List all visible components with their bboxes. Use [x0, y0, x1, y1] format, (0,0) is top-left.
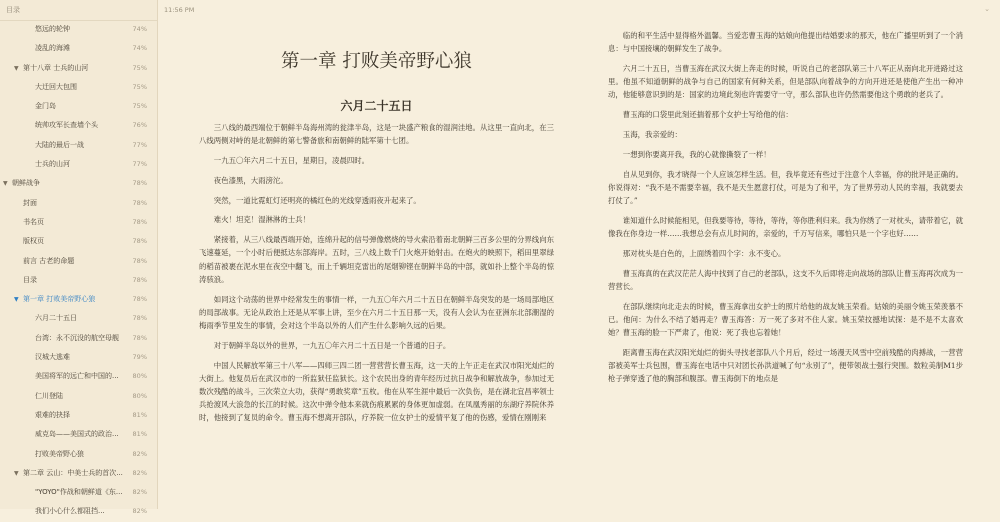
toc-item-label: 目录	[23, 275, 37, 284]
sidebar-header: 目录	[0, 0, 157, 21]
paragraph: 中国人民解放军第三十八军——四师三四二团一营营营长曹玉海，这一天的上午正走在武汉市阳光灿烂的大街上。他复员后在武汉市的一所监狱任监狱长。这个农民出身的青年经历过抗日战争和解放战争，参加过无数次残酷的战斗，三次荣立大功，获得“勇敢奖章”五枚。他在从军生涯中最后一次负伤，是在湖北宜昌率领士兵抢渡风大浪急的长江的时候。这次中弹令他本来就伤痕累累的身体更加虚弱。在凤凰秀丽的东湖疗养院休养时，他接到了复员的命令。曹玉海不想离开部队，疗养院一位女护士的爱情平复了他的伤感，爱情在刚刚来	[199, 360, 554, 423]
paragraph: 那对枕头是白色的，上面绣着四个字：永不变心。	[622, 248, 786, 258]
toc-item-percent: 80%	[132, 372, 147, 381]
toc-item-label: 汉城大逃难	[35, 353, 70, 362]
paragraph: 临的和平生活中显得格外温馨。当爱恋曹玉海的姑娘向他提出结婚要求的那天，他在广播里听到了一个消息：与中国接壤的朝鲜发生了战争。	[608, 31, 963, 54]
paragraph: 谁知道什么时候能相见，但我要等待，等待，等待，等你胜利归来。我为你绣了一对枕头，请带着它，就像我在你身边一样……我想总会有点儿时间的，亲爱的，千万写信来，哪怕只是一个字也好……	[608, 215, 963, 238]
toc-item[interactable]	[0, 290, 157, 309]
toc-sidebar	[0, 0, 158, 516]
toc-item-percent: 74%	[132, 44, 147, 53]
page-left	[199, 20, 554, 509]
toc-item[interactable]	[0, 252, 157, 271]
toc-item-percent: 78%	[132, 198, 147, 207]
toc-item-percent: 78%	[132, 314, 147, 323]
page-right	[608, 20, 963, 509]
toc-item-percent: 77%	[132, 160, 147, 169]
clock: 11:56 PM	[164, 6, 195, 14]
toc-item-label: 威克岛——美国式的政治...	[35, 430, 119, 439]
toc-item[interactable]	[0, 116, 157, 135]
toc-item-percent: 82%	[132, 488, 147, 497]
toc-item[interactable]	[0, 232, 157, 251]
toc-item-label: 台湾：永不沉没的航空母舰	[35, 333, 119, 342]
toc-item-label: 大迁回大包围	[35, 82, 77, 91]
toc-item[interactable]	[0, 78, 157, 97]
toc-item-label: 第一章 打败美帝野心狼	[23, 295, 96, 304]
expand-caret-icon[interactable]: ▼	[14, 296, 19, 304]
toc-item-label: 前言 古老的命题	[23, 256, 75, 265]
toc-item[interactable]	[0, 387, 157, 406]
toc-item[interactable]	[0, 502, 157, 521]
chapter-title: 第一章 打败美帝野心狼	[281, 51, 472, 72]
toc-item[interactable]	[0, 20, 157, 39]
toc-item-percent: 75%	[132, 102, 147, 111]
toc-item-percent: 81%	[132, 430, 147, 439]
toc-item[interactable]	[0, 367, 157, 386]
paragraph: 三八线的最西端位于朝鲜半岛海州湾的瓮津半岛，这是一块盛产粮食的湿润洼地。从这里一直向北，在三八线两侧对峙的是北朝鲜的第七警备旅和南朝鲜的陆军第十七团。	[199, 123, 554, 146]
paragraph: 曹玉海的口袋里此刻还揣着那个女护士写给他的信：	[622, 110, 793, 120]
paragraph: 一九五〇年六月二十五日，星期日，凌晨四时。	[213, 156, 370, 165]
paragraph: 一想到你要离开我，我的心就像撕裂了一样！	[622, 149, 771, 159]
paragraph: 曹玉海真的在武汉茫茫人海中找到了自己的老部队，这支不久后即将走向战场的部队让曹玉海再次成为一营营长。	[608, 268, 963, 291]
toc-item-percent: 76%	[132, 121, 147, 130]
toc-item-label: 统帅攻军长查墙个头	[35, 121, 98, 130]
expand-caret-icon[interactable]: ▼	[14, 469, 19, 477]
paragraph: 距离曹玉海在武汉阳光灿烂的街头寻找老部队八个月后，经过一场漫天风雪中空前残酷的肉搏战，一营营部被美军士兵包围，曹玉海在电话中只对团长孙洪道喊了句“永别了”，便带领战士强行突围。数粒美制M1步枪子弹穿透了他的胸部和腹部。曹玉海倒下的地点是	[608, 347, 963, 384]
paragraph: 突然，一道比霓虹灯还明亮的橘红色的光线穿透雨夜升起来了。	[213, 195, 421, 205]
paragraph: 夜色漆黑，大雨滂沱。	[213, 175, 288, 185]
toc-item-label: 书名页	[23, 217, 44, 226]
toc-item-label: 版权页	[23, 237, 44, 246]
toc-item-percent: 77%	[132, 140, 147, 149]
toc-item[interactable]	[0, 309, 157, 328]
toc-item[interactable]	[0, 155, 157, 174]
toc-item-percent: 82%	[132, 468, 147, 477]
paragraph: 在部队继续向北走去的时候，曹玉海拿出女护士的照片给他的战友姚玉荣看。姑娘的美丽令姚玉荣羡慕不已。他问：为什么不结了婚再走？曹玉海答：万一死了多对不住人家。姚玉荣抆撼地试探：是不是不太喜欢她？曹玉海的脸一下严肃了，他说：死了我也忘着她！	[608, 301, 963, 337]
toc-item-percent: 78%	[132, 237, 147, 246]
toc-item[interactable]	[0, 445, 157, 464]
toc-item-label: 大陆的最后一战	[35, 140, 84, 149]
toc-item[interactable]	[0, 194, 157, 213]
toc-item[interactable]	[0, 136, 157, 155]
toc-item[interactable]	[0, 271, 157, 290]
toc-item-label: 金门岛	[35, 102, 56, 111]
toc-item-label: 悠远的轮钟	[35, 25, 70, 33]
toc-item-percent: 75%	[132, 82, 147, 91]
toc-item-label: 我们小心什么都阻挡...	[35, 507, 105, 516]
toc-item-percent: 78%	[132, 217, 147, 226]
toc-item-percent: 81%	[132, 410, 147, 419]
toc-item-label: 士兵的山河	[35, 160, 70, 169]
paragraph: 难火！坦克！湿淋淋的士兵！	[213, 215, 310, 225]
toc-item[interactable]	[0, 59, 157, 78]
toc-item[interactable]	[0, 348, 157, 367]
toc-item-percent: 80%	[132, 391, 147, 400]
toc-item-percent: 75%	[132, 63, 147, 72]
expand-caret-icon[interactable]: ▼	[3, 180, 8, 188]
toc-item-percent: 78%	[132, 179, 147, 188]
toc-item-label: 打败美帝野心狼	[35, 449, 84, 458]
toc-item-label: 第二章 云山：中美士兵的首次...	[23, 468, 123, 477]
paragraph: 自从见到你，我才晓得一个人应该怎样生活。但，我毕竟还有些过于注意个人幸福，你的批评是正确的。你说得对：“我不是不需要幸福，我不是天生愿意打仗，可是为了和平，为了世界劳动人民的幸福，我就要去打仗了。”	[608, 169, 963, 205]
reader-topbar	[158, 0, 1000, 20]
toc-item-label: "YOYO"作战和朝鲜道《东...	[35, 488, 123, 497]
toc-item[interactable]	[0, 97, 157, 116]
toc-item-percent: 78%	[132, 275, 147, 284]
paragraph: 如同这个动荡的世界中经常发生的事情一样，一九五〇年六月二十五日在朝鲜半岛突发的是一场局部地区的局部战事。无论从政治上还是从军事上讲，至少在六月二十五日那一天，没有人会认为在亚洲东北部潮湿的梅雨季节里发生的事情，会对这个半岛以外的人们产生什么影响久远的后果。	[199, 294, 554, 330]
toc-item-label: 仁川登陆	[35, 391, 63, 400]
toc-item-label: 朝鲜战争	[12, 179, 40, 188]
paragraph: 六月二十五日，当曹玉海在武汉大街上奔走的时候，听说自己的老部队第三十八军正从南向北开进路过这里。他虽不知道朝鲜的战争与自己的国家有何种关系，但是部队向着战争的方向开进还是使他产生出一种冲动，他能够意识到的是：国家的边境此刻也许需要守一守，那么部队也许仍然需要他这个勇敢的老兵了。	[608, 64, 963, 100]
paragraph: 紧接着，从三八线最西端开始，连绵升起的信号弹像燃烧的导火索沿着南北朝鲜三百多公里的分界线向东飞速蔓延，一个小时后便抵达东部海岸。五时，三八线上数千门火炮开始射击。在炮火的映照下，稻田里翠绿的稻苗被裹在泥水里在夜空中翻飞，而上千辆坦克雷出的尾烟铆铿在朝鲜半岛的中部，就如扑上整个半岛的惊涛骇浪。	[199, 235, 554, 284]
toc-item-percent: 82%	[132, 507, 147, 516]
toc-item-label: 美国将军的远亡和中国的...	[35, 372, 119, 381]
paragraph: 玉海，我亲爱的：	[622, 130, 682, 139]
toc-item-percent: 78%	[132, 256, 147, 265]
toc-item-percent: 79%	[132, 353, 147, 362]
toc-list	[0, 20, 157, 522]
toc-item-label: 六月二十五日	[35, 314, 77, 323]
paragraph: 对于朝鲜半岛以外的世界，一九五〇年六月二十五日是一个普通的日子。	[213, 340, 451, 350]
section-title: 六月二十五日	[340, 99, 413, 113]
expand-caret-icon[interactable]: ▼	[14, 64, 19, 72]
toc-item[interactable]	[0, 464, 157, 483]
toc-item[interactable]	[0, 425, 157, 444]
toc-item[interactable]	[0, 39, 157, 58]
toc-item-percent: 74%	[132, 25, 147, 33]
toc-item-label: 封面	[23, 198, 37, 207]
toc-item[interactable]	[0, 329, 157, 348]
toc-item-label: 凌乱的海滩	[35, 44, 70, 53]
toc-item[interactable]	[0, 483, 157, 502]
toc-item-percent: 78%	[132, 295, 147, 304]
toc-item[interactable]	[0, 406, 157, 425]
toc-item[interactable]	[0, 174, 157, 193]
toc-item-label: 第十八章 士兵的山河	[23, 63, 89, 72]
toc-item[interactable]	[0, 213, 157, 232]
chevron-down-icon[interactable]: ⌄	[984, 5, 990, 13]
toc-item-label: 艰难的抉择	[35, 410, 70, 419]
toc-item-percent: 82%	[132, 449, 147, 458]
toc-item-percent: 78%	[132, 333, 147, 342]
